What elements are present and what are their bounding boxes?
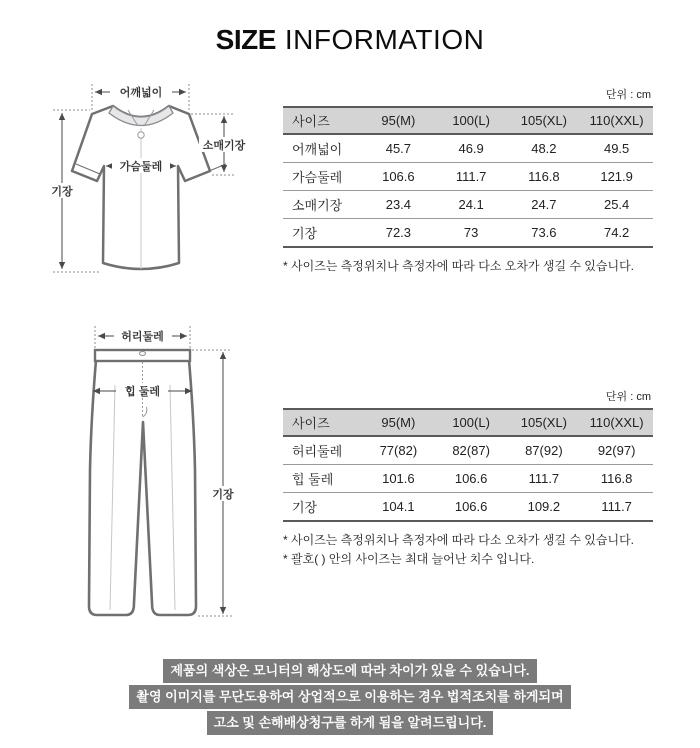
cell-value: 77(82) [362,436,435,465]
row-label: 기장 [283,493,362,522]
pants-table-footnotes [283,531,653,569]
page-title [0,24,700,56]
footnote: * 괄호( ) 안의 사이즈는 최대 늘어난 치수 입니다. [283,552,535,566]
cell-value: 48.2 [508,134,581,163]
cell-value: 73.6 [508,219,581,248]
row-label: 소매기장 [283,191,362,219]
cell-value: 45.7 [362,134,435,163]
table-row [283,163,653,191]
cell-value: 104.1 [362,493,435,522]
table-row [283,493,653,522]
table-header-row [283,107,653,134]
cell-value: 109.2 [508,493,581,522]
table-row [283,436,653,465]
cell-value: 82(87) [435,436,508,465]
shirt-length-label: 기장 [51,186,73,198]
row-label: 어깨넓이 [283,134,362,163]
notice-line [0,711,700,735]
row-label: 기장 [283,219,362,248]
cell-value: 121.9 [580,163,653,191]
header-cell-110xxl: 110(XXL) [580,107,653,134]
header-cell-100l: 100(L) [435,409,508,436]
pants-button [140,352,146,356]
cell-value: 106.6 [435,465,508,493]
notice-text: 제품의 색상은 모니터의 해상도에 따라 차이가 있을 수 있습니다. [163,659,536,683]
notice-text: 촬영 이미지를 무단도용하여 상업적으로 이용하는 경우 법적조치를 하게되며 [129,685,570,709]
page-title-size: SIZE [215,24,276,55]
chest-width-label: 가슴둘레 [119,161,163,173]
hip-width-label: 힙 둘레 [125,386,160,398]
table-row [283,219,653,248]
header-cell-size: 사이즈 [283,409,362,436]
cell-value: 116.8 [508,163,581,191]
header-cell-110xxl: 110(XXL) [580,409,653,436]
cell-value: 23.4 [362,191,435,219]
pants-size-table [283,408,653,522]
unit-label: 단위 : cm [605,89,651,101]
pants-size-section [283,388,653,569]
cell-value: 111.7 [508,465,581,493]
waist-width-label: 허리둘레 [121,331,164,343]
shoulder-width-label: 어깨넓이 [119,87,163,99]
shirt-size-section [283,86,653,276]
cell-value: 111.7 [580,493,653,522]
header-cell-95m: 95(M) [362,409,435,436]
cell-value: 49.5 [580,134,653,163]
cell-value: 106.6 [435,493,508,522]
footnote: * 사이즈는 측정위치나 측정자에 따라 다소 오차가 생길 수 있습니다. [283,533,634,547]
table-header-row [283,409,653,436]
cell-value: 46.9 [435,134,508,163]
pants-measurement-diagram [60,320,260,630]
table-row [283,465,653,493]
notice-line [0,685,700,709]
header-cell-100l: 100(L) [435,107,508,134]
shirt-measurement-diagram [40,76,262,288]
cell-value: 24.7 [508,191,581,219]
cell-value: 111.7 [435,163,508,191]
shirt-table-footnotes [283,257,653,276]
header-cell-95m: 95(M) [362,107,435,134]
unit-label: 단위 : cm [605,391,651,403]
cell-value: 74.2 [580,219,653,248]
row-label: 허리둘레 [283,436,362,465]
header-cell-105xl: 105(XL) [508,107,581,134]
row-label: 힙 둘레 [283,465,362,493]
cell-value: 101.6 [362,465,435,493]
cell-value: 25.4 [580,191,653,219]
cell-value: 116.8 [580,465,653,493]
header-cell-size: 사이즈 [283,107,362,134]
row-label: 가슴둘레 [283,163,362,191]
cell-value: 106.6 [362,163,435,191]
cell-value: 24.1 [435,191,508,219]
pants-length-label: 기장 [212,489,234,501]
header-cell-105xl: 105(XL) [508,409,581,436]
shirt-button [138,132,144,138]
footnote: * 사이즈는 측정위치나 측정자에 따라 다소 오차가 생길 수 있습니다. [283,259,634,273]
cell-value: 87(92) [508,436,581,465]
sleeve-length-label: 소매기장 [202,140,246,152]
notice-text: 고소 및 손해배상청구를 하게 됨을 알려드립니다. [207,711,494,735]
shirt-size-table [283,106,653,248]
cell-value: 72.3 [362,219,435,248]
cell-value: 73 [435,219,508,248]
page-title-information: INFORMATION [284,24,485,55]
cell-value: 92(97) [580,436,653,465]
table-row [283,191,653,219]
notice-line [0,659,700,683]
notice-banner [0,659,700,737]
table-row [283,134,653,163]
